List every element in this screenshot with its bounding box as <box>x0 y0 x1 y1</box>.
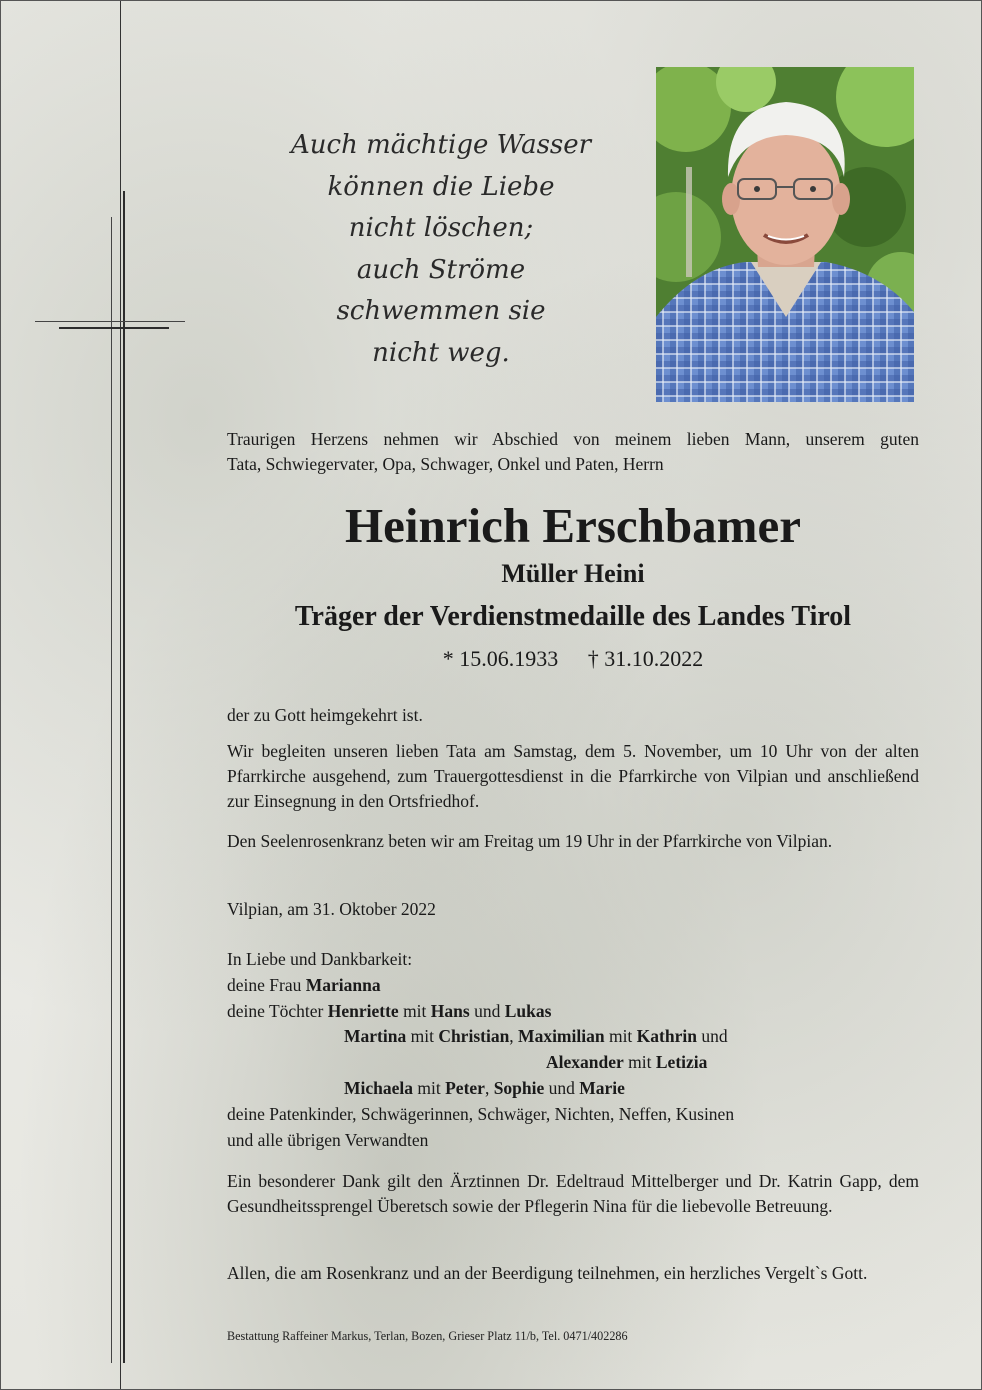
paragraph-funeral: Wir begleiten unseren lieben Tata am Samstag, dem 5. November, um 10 Uhr von der alten Pfarrkirche ausgehend, zum Trauergottesdienst in die Pfarrkirche von Vilpian und anschließend zur Einsegnung in den Ortsfriedhof. <box>227 741 919 811</box>
birth-date: * 15.06.1933 <box>442 646 559 671</box>
paragraph-gratitude: Allen, die am Rosenkranz und an der Beerdigung teilnehmen, ein herzliches Vergelt`s Gott. <box>227 1263 868 1283</box>
verse-line: können die Liebe <box>327 171 555 202</box>
family-wife-line: deine Frau Marianna <box>227 974 381 995</box>
paragraph-homecoming: der zu Gott heimgekehrt ist. <box>227 705 423 725</box>
verse-line: auch Ströme <box>356 254 526 285</box>
family-heading: In Liebe und Dankbarkeit: <box>227 949 413 969</box>
portrait-illustration <box>656 67 914 402</box>
verse-line: nicht löschen; <box>348 213 534 243</box>
deceased-nickname: Müller Heini <box>501 559 645 588</box>
death-date: † 31.10.2022 <box>587 646 704 671</box>
cross-horizontal-thin-bar <box>35 321 185 322</box>
paragraph-rosary: Den Seelenrosenkranz beten wir am Freitag um 19 Uhr in der Pfarrkirche von Vilpian. <box>227 831 833 851</box>
verse-line: nicht weg. <box>372 337 510 368</box>
verse-line: schwemmen sie <box>336 296 546 326</box>
paragraph-thanks: Ein besonderer Dank gilt den Ärztinnen Dr. Edeltraud Mittelberger und Dr. Katrin Gapp, dem Gesundheitssprengel Überetsch sowie der Pflegerin Nina für die liebevolle Betreuung. <box>227 1171 919 1216</box>
intro-text <box>227 427 919 477</box>
life-dates <box>227 643 919 675</box>
verse-line: Auch mächtige Wasser <box>291 130 592 160</box>
family-relatives-line: deine Patenkinder, Schwägerinnen, Schwäger, Nichten, Neffen, Kusinen <box>227 1103 735 1124</box>
cross-vertical-bar <box>123 191 125 1363</box>
bible-verse <box>291 125 591 374</box>
cross-horizontal-bar <box>59 327 169 329</box>
portrait-photo <box>656 67 914 402</box>
family-daughter2-line: Martina mit Christian, Maximilian mit Kathrin und <box>344 1026 728 1047</box>
family-relatives-line: und alle übrigen Verwandten <box>227 1129 429 1150</box>
family-grandchild-line: Alexander mit Letizia <box>546 1052 708 1073</box>
deceased-name: Heinrich Erschbamer <box>345 498 801 553</box>
cross-vertical-thin-bar <box>111 217 112 1363</box>
intro-line: Tata, Schwiegervater, Opa, Schwager, Onkel und Paten, Herrn <box>227 454 664 474</box>
funeral-home-footer: Bestattung Raffeiner Markus, Terlan, Bozen, Grieser Platz 11/b, Tel. 0471/402286 <box>227 1329 628 1343</box>
family-list <box>227 947 919 1153</box>
family-daughter3-line: Michaela mit Peter, Sophie und Marie <box>344 1077 625 1098</box>
family-daughter1-line: deine Töchter Henriette mit Hans und Lukas <box>227 1000 552 1021</box>
deceased-honor: Träger der Verdienstmedaille des Landes Tirol <box>294 601 852 632</box>
place-and-date: Vilpian, am 31. Oktober 2022 <box>227 899 436 919</box>
left-margin-line <box>120 1 121 1389</box>
intro-line: Traurigen Herzens nehmen wir Abschied von meinem lieben Mann, unserem guten <box>227 429 919 449</box>
